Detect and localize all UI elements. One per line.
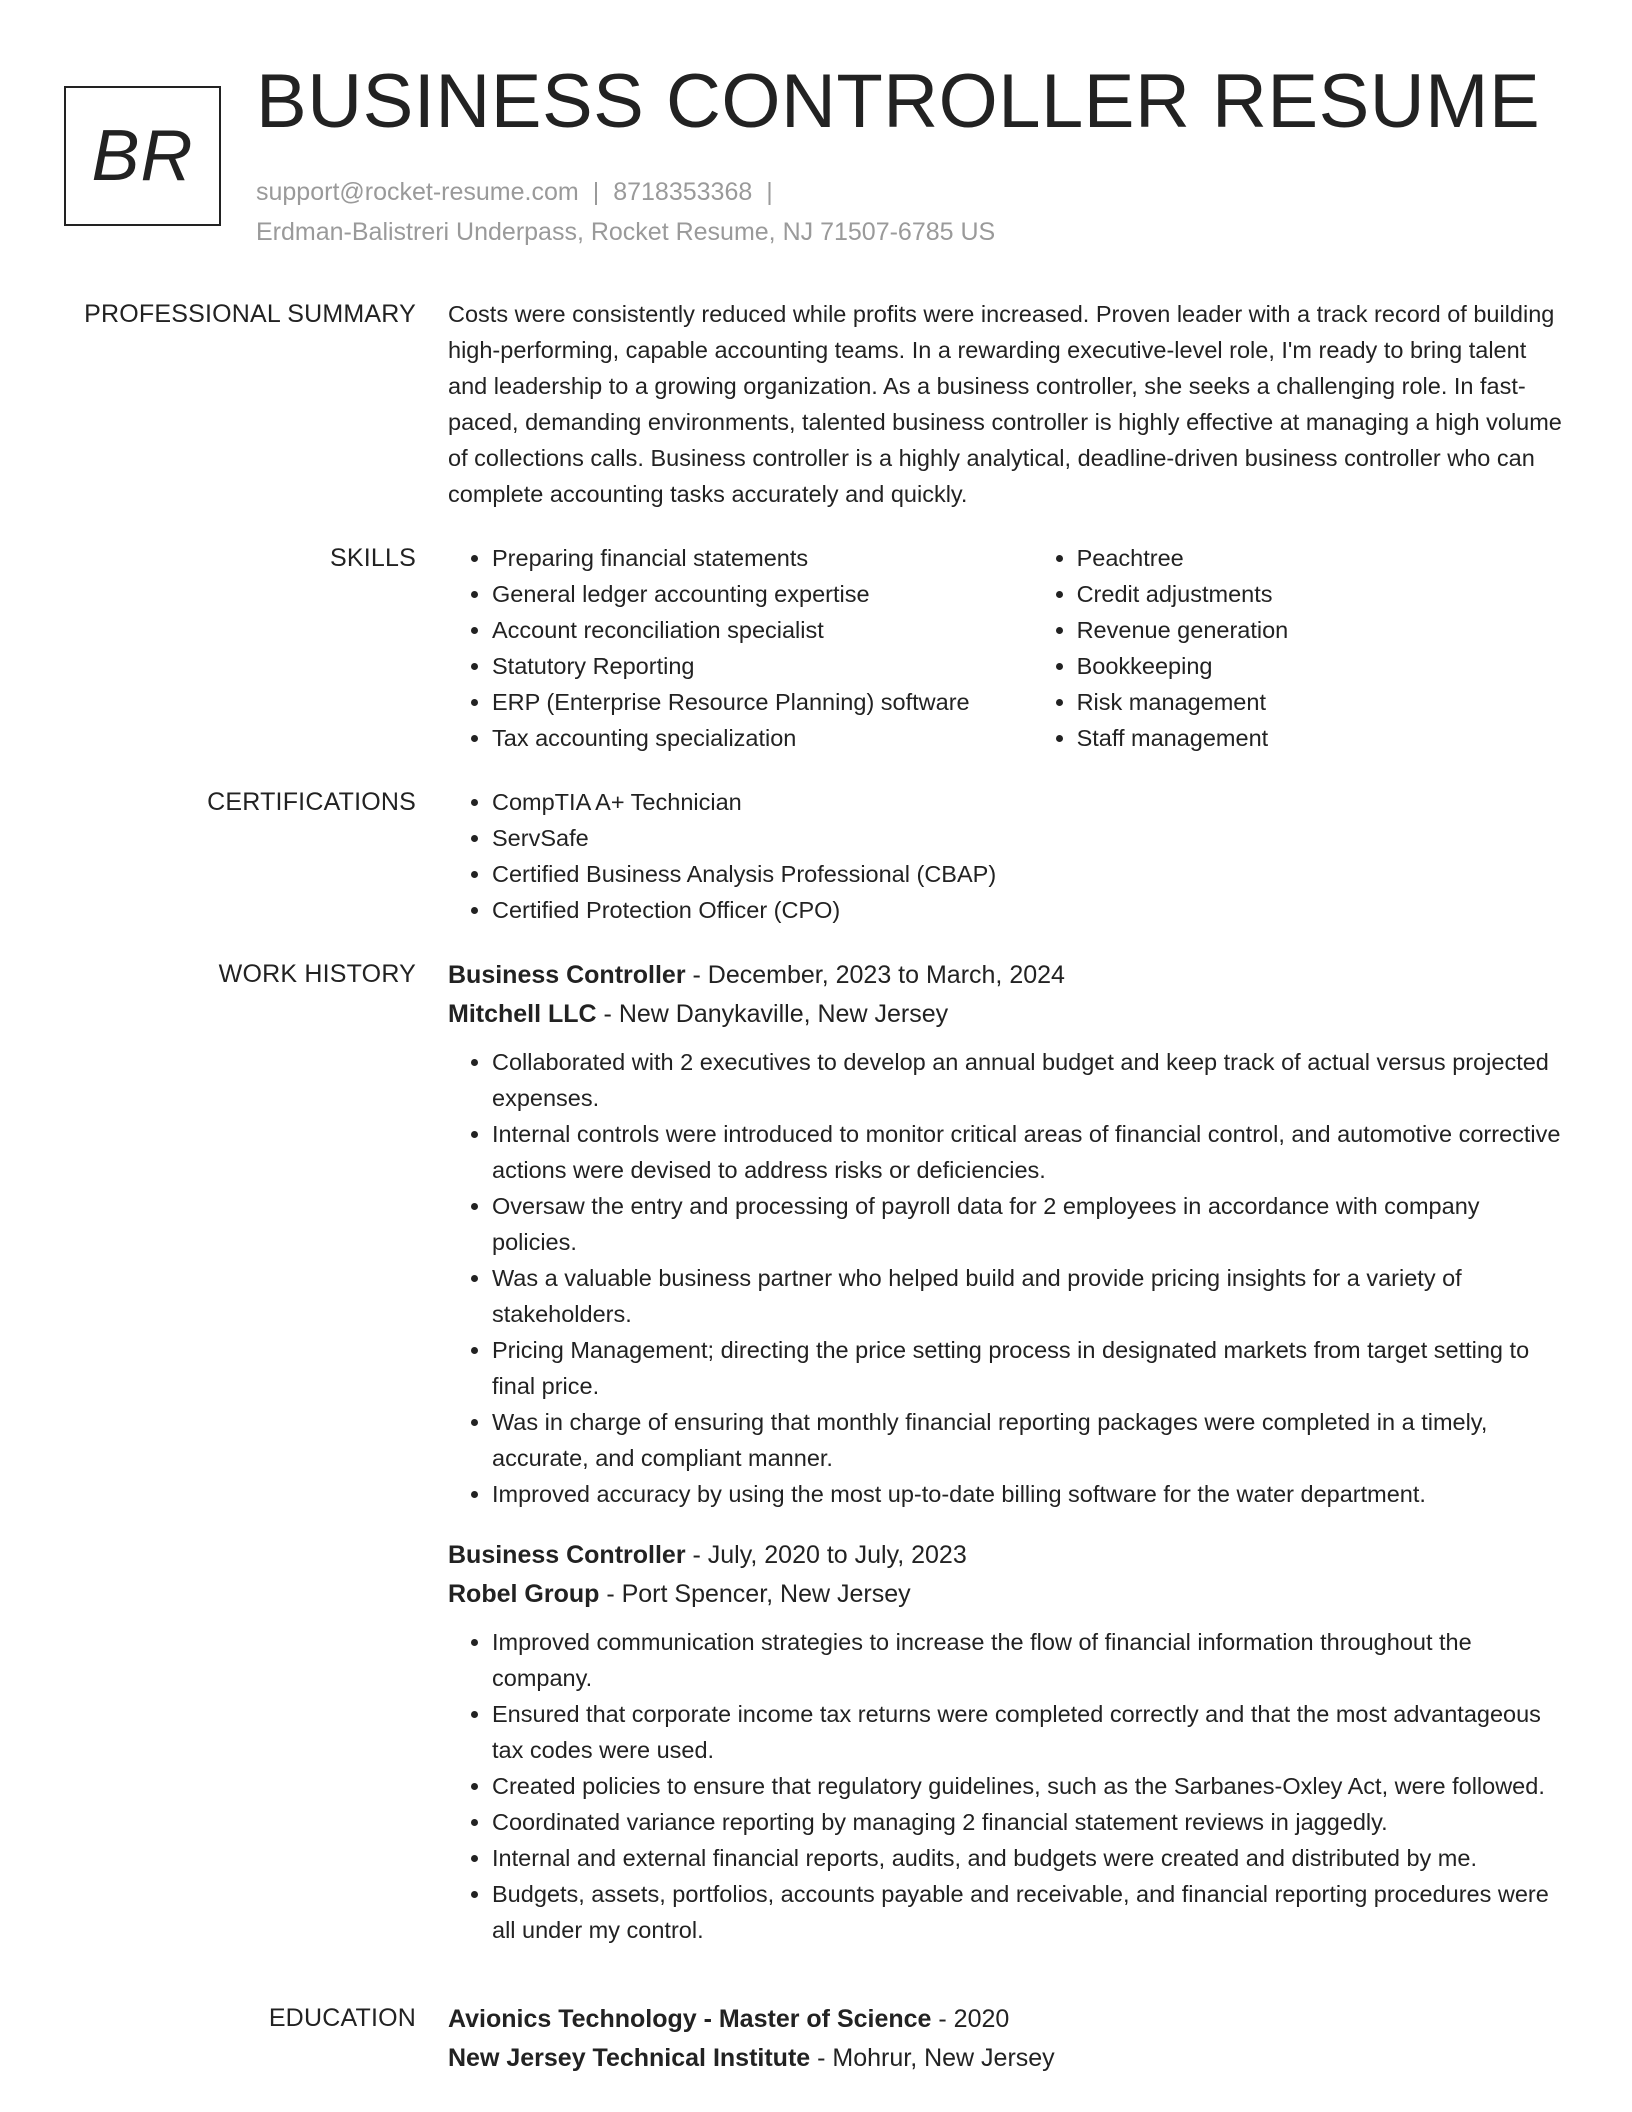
- section-skills: [0, 540, 1632, 756]
- work-history: [448, 956, 1568, 1972]
- skill-item: • General ledger accounting expertise: [492, 576, 1033, 612]
- job-title: Business Controller: [448, 961, 686, 989]
- skills-column: [448, 540, 1033, 756]
- skill-item: • Preparing financial statements: [492, 540, 1033, 576]
- contact-info: [256, 172, 1592, 252]
- certification-item: • Certified Business Analysis Professional (CBAP): [492, 856, 1568, 892]
- section-label: CERTIFICATIONS: [207, 788, 416, 816]
- education-school-line: [448, 2039, 1568, 2078]
- resume-body: [0, 296, 1632, 2078]
- job-bullet: • Improved accuracy by using the most up-to-date billing software for the water department.: [492, 1476, 1568, 1512]
- resume-title: BUSINESS CONTROLLER RESUME: [256, 59, 1541, 144]
- monogram-logo: BR: [64, 86, 221, 226]
- job-bullets: [448, 1624, 1568, 1948]
- job-bullet: • Ensured that corporate income tax returns were completed correctly and that the most advantageous tax codes were used.: [492, 1696, 1568, 1768]
- job-location: - Port Spencer, New Jersey: [599, 1580, 911, 1608]
- skills-column: [1033, 540, 1568, 756]
- job-dates: - July, 2020 to July, 2023: [685, 1541, 967, 1569]
- section-summary: [0, 296, 1632, 512]
- section-label: PROFESSIONAL SUMMARY: [84, 300, 416, 328]
- job-dates: - December, 2023 to March, 2024: [685, 961, 1065, 989]
- skill-item: • Revenue generation: [1077, 612, 1568, 648]
- contact-separator: |: [766, 178, 773, 206]
- job-bullet: • Pricing Management; directing the price setting process in designated markets from target setting to final price.: [492, 1332, 1568, 1404]
- job-entry: [448, 956, 1568, 1512]
- job-company: Mitchell LLC: [448, 1000, 597, 1028]
- certification-item: • Certified Protection Officer (CPO): [492, 892, 1568, 928]
- resume-header: [256, 52, 1592, 252]
- job-bullet: • Coordinated variance reporting by managing 2 financial statement reviews in jaggedly.: [492, 1804, 1568, 1840]
- job-title: Business Controller: [448, 1541, 686, 1569]
- section-label: SKILLS: [330, 544, 416, 572]
- skill-item: • Staff management: [1077, 720, 1568, 756]
- job-bullet: • Improved communication strategies to increase the flow of financial information throughout the company.: [492, 1624, 1568, 1696]
- education-degree: Avionics Technology - Master of Science: [448, 2005, 932, 2033]
- skills-list: [448, 540, 1568, 756]
- job-bullet: • Collaborated with 2 executives to develop an annual budget and keep track of actual versus projected expenses.: [492, 1044, 1568, 1116]
- summary-text: Costs were consistently reduced while profits were increased. Proven leader with a track record of building high-performing, capable accounting teams. In a rewarding executive-level role, I'm ready to bring talent and leadership to a growing organization. As a business controller, she seeks a challenging role. In fast-paced, demanding environments, talented business controller is highly effective at managing a high volume of collections calls. Business controller is a highly analytical, deadline-driven business controller who can complete accounting tasks accurately and quickly.: [448, 301, 1562, 507]
- job-company-line: [448, 995, 1568, 1034]
- education-location: - Mohrur, New Jersey: [810, 2044, 1055, 2072]
- job-bullet: • Oversaw the entry and processing of payroll data for 2 employees in accordance with company policies.: [492, 1188, 1568, 1260]
- skill-item: • Credit adjustments: [1077, 576, 1568, 612]
- job-bullet: • Created policies to ensure that regulatory guidelines, such as the Sarbanes-Oxley Act, were followed.: [492, 1768, 1568, 1804]
- section-label: WORK HISTORY: [218, 960, 416, 988]
- job-company: Robel Group: [448, 1580, 600, 1608]
- contact-email[interactable]: support@rocket-resume.com: [256, 178, 579, 206]
- section-label: EDUCATION: [268, 2004, 416, 2032]
- contact-separator: |: [592, 178, 600, 206]
- contact-address: Erdman-Balistreri Underpass, Rocket Resume, NJ 71507-6785 US: [256, 218, 996, 246]
- job-entry: [448, 1536, 1568, 1948]
- skill-item: • Statutory Reporting: [492, 648, 1033, 684]
- education-school: New Jersey Technical Institute: [448, 2044, 811, 2072]
- job-title-line: [448, 956, 1568, 995]
- job-title-line: [448, 1536, 1568, 1575]
- job-bullet: • Internal and external financial reports, audits, and budgets were created and distributed by me.: [492, 1840, 1568, 1876]
- certification-item: • CompTIA A+ Technician: [492, 784, 1568, 820]
- section-education: [0, 2000, 1632, 2078]
- section-work-history: [0, 956, 1632, 1972]
- skill-item: • Peachtree: [1077, 540, 1568, 576]
- skill-item: • ERP (Enterprise Resource Planning) software: [492, 684, 1033, 720]
- skill-item: • Risk management: [1077, 684, 1568, 720]
- job-bullet: • Internal controls were introduced to monitor critical areas of financial control, and automotive corrective actions were devised to address risks or deficiencies.: [492, 1116, 1568, 1188]
- job-bullet: • Was in charge of ensuring that monthly financial reporting packages were completed in a timely, accurate, and compliant manner.: [492, 1404, 1568, 1476]
- skill-item: • Tax accounting specialization: [492, 720, 1033, 756]
- education-year: - 2020: [931, 2005, 1010, 2033]
- job-bullets: [448, 1044, 1568, 1512]
- education-entry: [448, 2000, 1568, 2078]
- job-company-line: [448, 1575, 1568, 1614]
- job-bullet: • Budgets, assets, portfolios, accounts payable and receivable, and financial reporting procedures were all under my control.: [492, 1876, 1568, 1948]
- job-location: - New Danykaville, New Jersey: [596, 1000, 949, 1028]
- education-degree-line: [448, 2000, 1568, 2039]
- certification-item: • ServSafe: [492, 820, 1568, 856]
- skill-item: • Account reconciliation specialist: [492, 612, 1033, 648]
- job-bullet: • Was a valuable business partner who helped build and provide pricing insights for a variety of stakeholders.: [492, 1260, 1568, 1332]
- contact-phone[interactable]: 8718353368: [613, 178, 753, 206]
- skill-item: • Bookkeeping: [1077, 648, 1568, 684]
- section-certifications: [0, 784, 1632, 928]
- certifications-list: [448, 784, 1568, 928]
